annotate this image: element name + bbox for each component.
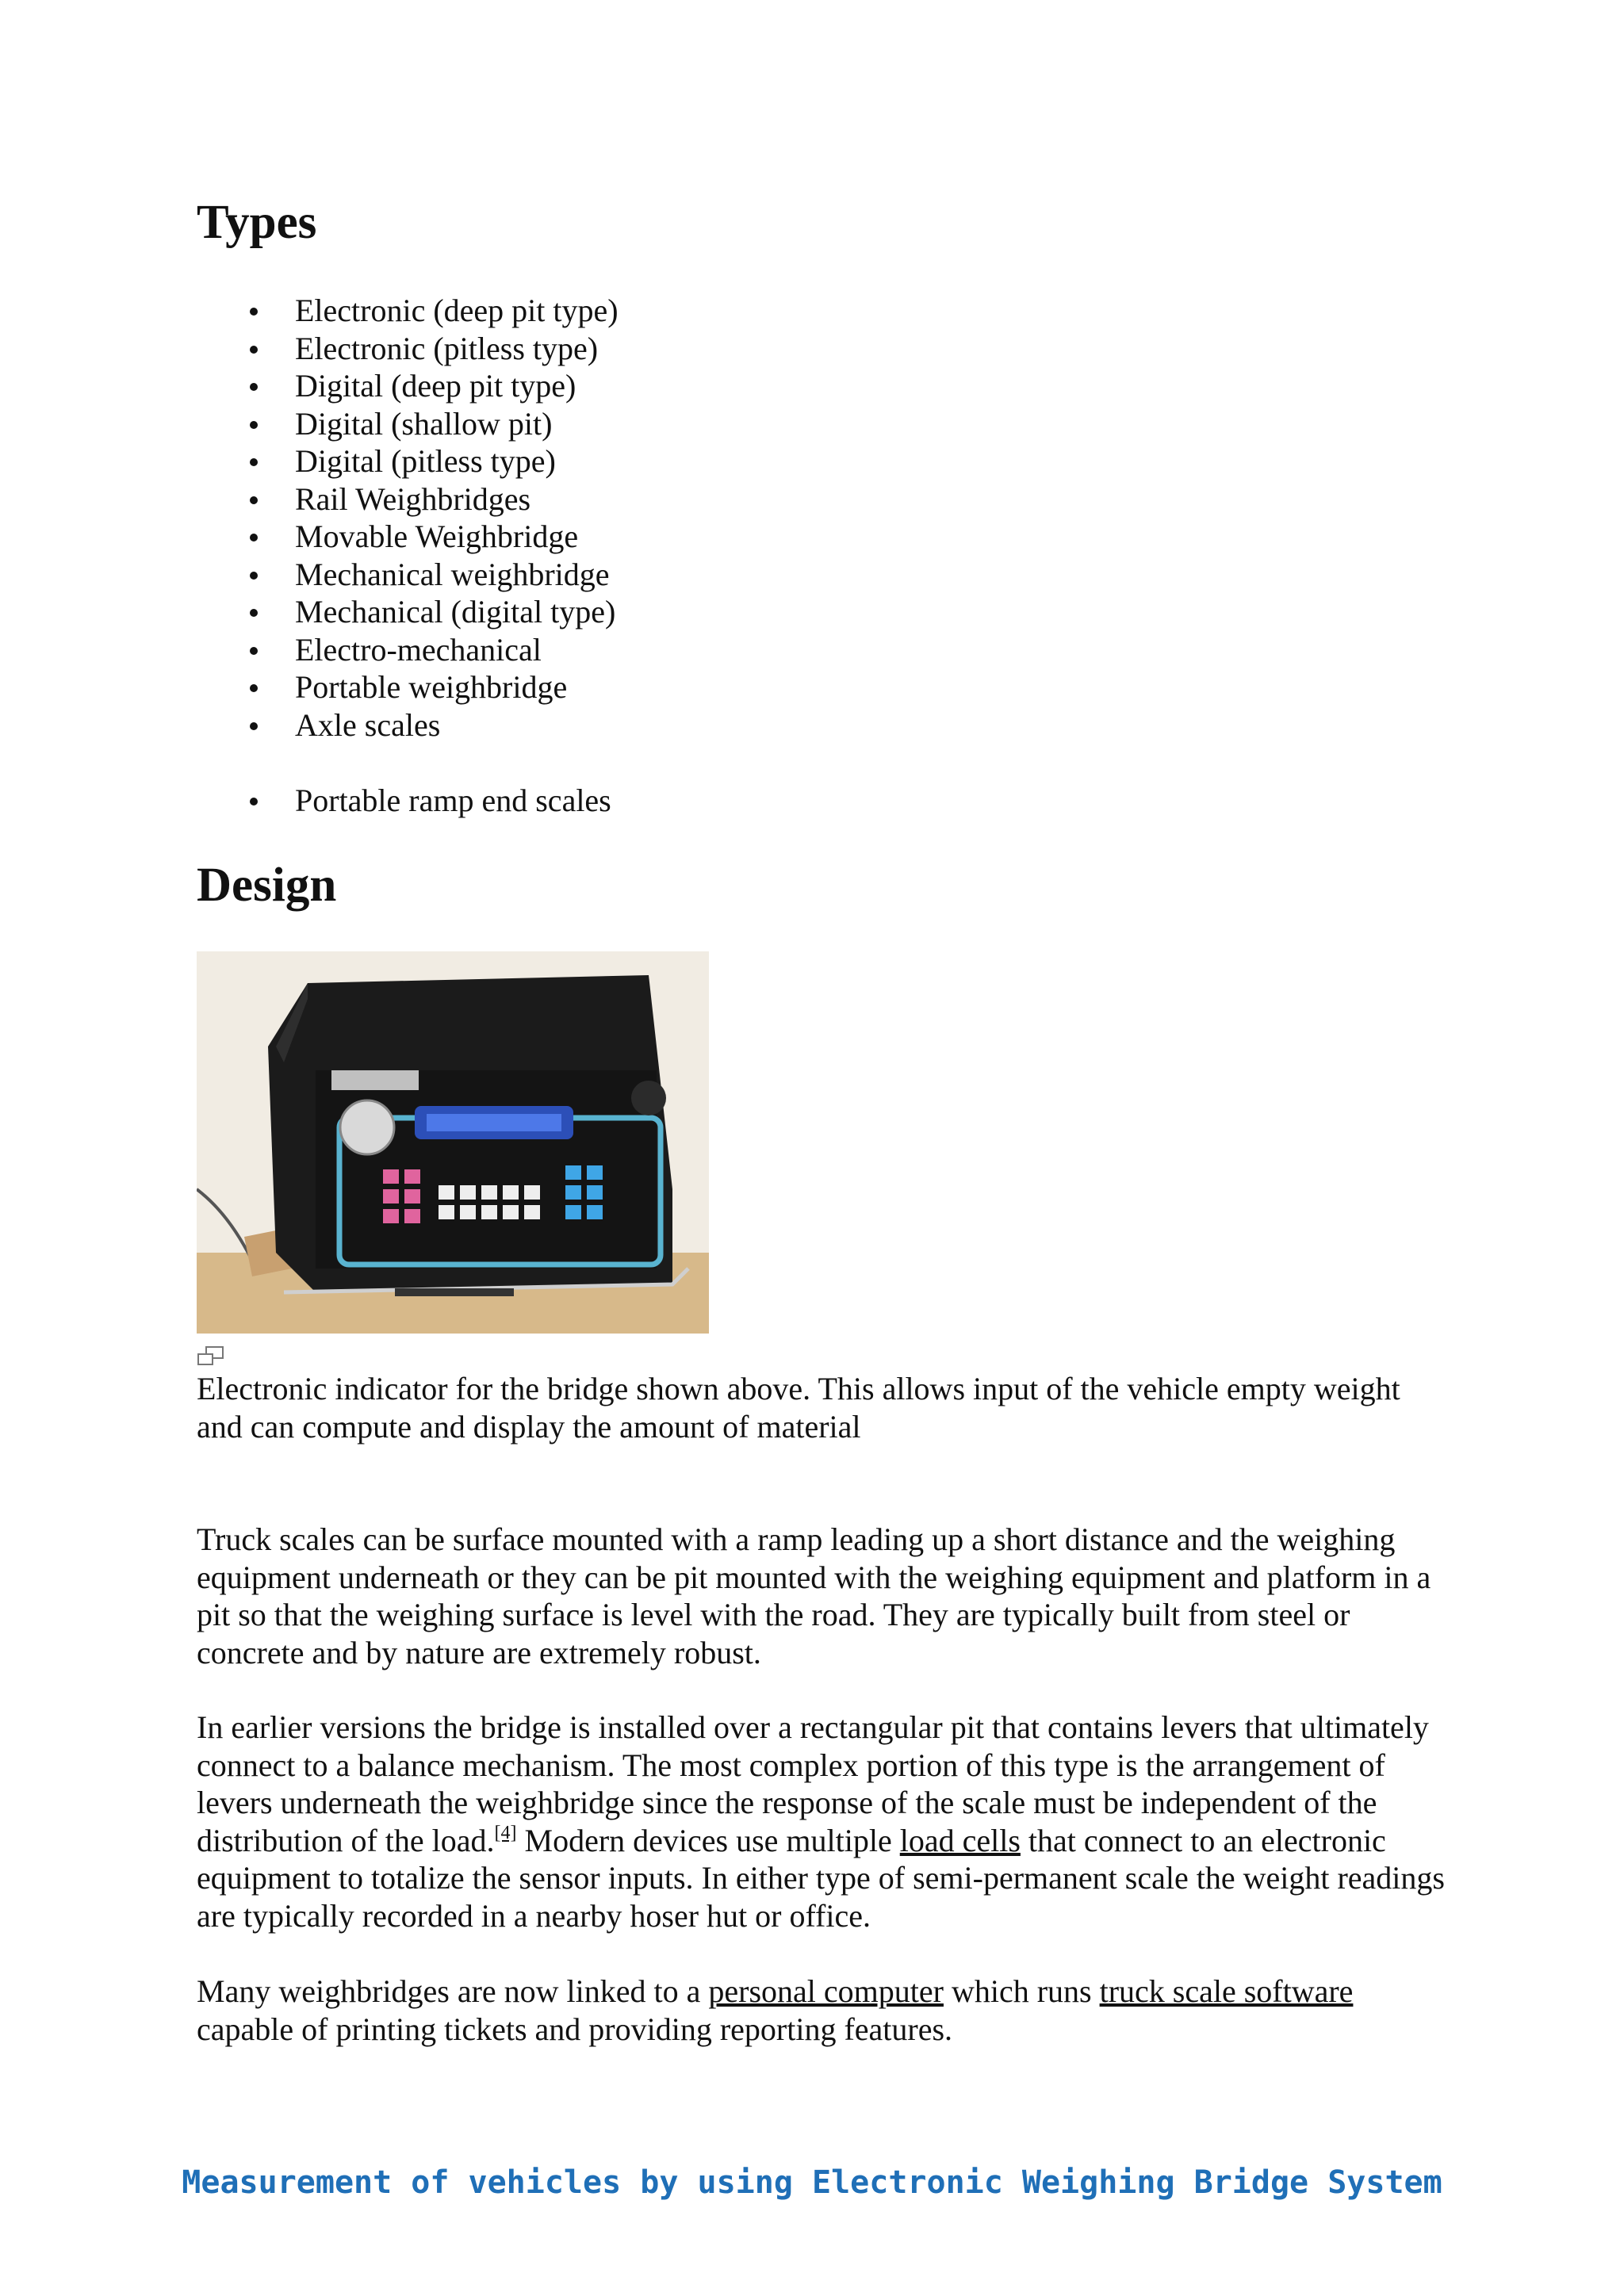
list-item: Movable Weighbridge [197, 518, 619, 556]
list-item: Axle scales [197, 706, 619, 744]
list-item: Mechanical weighbridge [197, 556, 619, 594]
list-item: Mechanical (digital type) [197, 593, 619, 631]
list-item: Portable weighbridge [197, 668, 619, 706]
list-item: Electronic (pitless type) [197, 330, 619, 368]
paragraph-truck-scales: Truck scales can be surface mounted with a ramp leading up a short distance and the weighing equipment underneath or they can be pit mounted with the weighing equipment and platform in a pit so that the weighing surface is level with the road. They are typically built from steel or concrete and by nature are extremely robust. [197, 1521, 1431, 1670]
paragraph-text: Many weighbridges are now linked to a [197, 1973, 709, 2009]
paragraph-text: Modern devices use multiple [516, 1822, 900, 1858]
list-item: Digital (pitless type) [197, 442, 619, 480]
list-item: Rail Weighbridges [197, 480, 619, 519]
indicator-illustration [197, 951, 709, 1334]
paragraph-text: that connect to an electronic equipment to totalize the sensor inputs. In either type of semi-permanent scale the weight readings are typically recorded in a nearby hoser hut or office. [197, 1822, 1445, 1934]
list-item: Digital (shallow pit) [197, 405, 619, 443]
types-heading: Types [197, 196, 317, 249]
paragraph-earlier-versions [197, 1709, 1450, 1934]
list-item: Digital (deep pit type) [197, 367, 619, 405]
list-item: Portable ramp end scales [197, 782, 619, 820]
design-heading: Design [197, 859, 337, 912]
load-cells-link[interactable]: load cells [899, 1822, 1021, 1858]
personal-computer-link[interactable]: personal computer [708, 1973, 944, 2009]
figure-caption: Electronic indicator for the bridge shown above. This allows input of the vehicle empty weight and can compute and display the amount of material [197, 1371, 1400, 1445]
page-footer-title: Measurement of vehicles by using Electronic Weighing Bridge System [182, 2164, 1442, 2201]
list-item: Electro-mechanical [197, 631, 619, 669]
citation-link[interactable]: [4] [494, 1822, 517, 1843]
paragraph-pc-linked [197, 1973, 1450, 2048]
types-list [197, 292, 619, 820]
paragraph-text: which runs [943, 1973, 1100, 2009]
paragraph-text: In earlier versions the bridge is installed over a rectangular pit that contains levers that ultimately connect to a balance mechanism. The most complex portion of this type is the arrangement of levers underneath the weighbridge since the response of the scale must be independent of the distribution of the load. [197, 1709, 1429, 1858]
paragraph-text: capable of printing tickets and providing reporting features. [197, 2011, 953, 2047]
enlarge-icon[interactable] [197, 1345, 225, 1368]
list-item: Electronic (deep pit type) [197, 292, 619, 330]
truck-scale-software-link[interactable]: truck scale software [1099, 1973, 1354, 2009]
weighbridge-indicator-photo[interactable] [197, 951, 709, 1334]
